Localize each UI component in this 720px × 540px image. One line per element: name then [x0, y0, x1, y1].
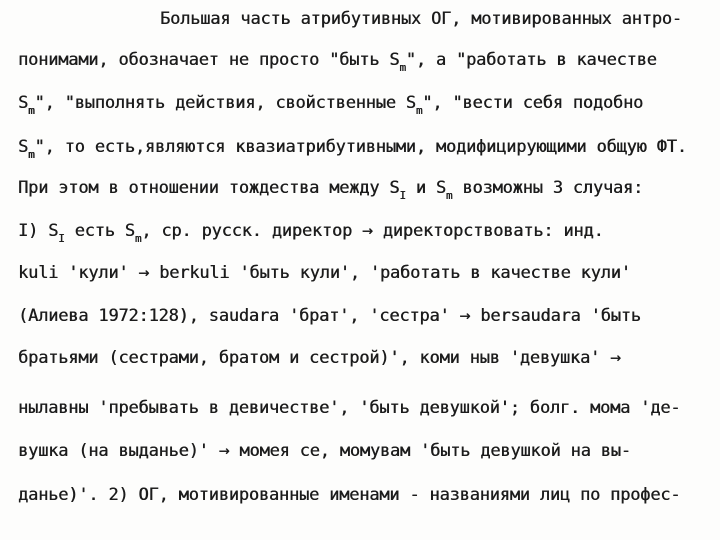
text-line	[18, 347, 621, 369]
subscript: m	[134, 232, 142, 245]
text-segment: возможны 3 случая:	[452, 178, 644, 198]
text-segment: момея се, момувам 'быть девушкой на вы-	[229, 441, 631, 461]
text-line	[18, 136, 687, 160]
text-segment: понимами, обозначает не просто "быть S	[18, 50, 400, 70]
text-line	[18, 262, 631, 284]
text-segment: данье)'. 2) ОГ, мотивированные именами - названиями лиц по профес-	[18, 485, 681, 505]
text-line	[18, 397, 680, 419]
text-line	[18, 177, 643, 201]
text-segment: Большая часть атрибутивных ОГ, мотивированных антро-	[160, 9, 682, 29]
text-line	[18, 305, 641, 327]
arrow-right-icon: →	[218, 440, 230, 461]
arrow-right-icon: →	[459, 305, 471, 326]
text-segment: При этом в отношении тождества между S	[18, 178, 400, 198]
text-segment: ", "выполнять действия, свойственные S	[34, 93, 416, 113]
text-segment: kuli 'кули'	[18, 263, 139, 283]
text-segment: вушка (на выданье)'	[18, 441, 219, 461]
arrow-right-icon: →	[610, 347, 621, 368]
text-line	[18, 220, 604, 244]
text-line	[18, 92, 643, 116]
text-line	[160, 8, 682, 30]
text-segment: S	[18, 93, 29, 113]
text-segment: ", а "работать в качестве	[405, 50, 657, 70]
text-segment: ", "вести себя подобно	[422, 93, 644, 113]
subscript: m	[415, 104, 423, 117]
text-segment: I) S	[18, 221, 59, 241]
text-line	[18, 440, 631, 462]
text-segment: есть S	[64, 221, 135, 241]
arrow-right-icon: →	[138, 262, 150, 283]
text-segment: , ср. русск. директор	[141, 221, 363, 241]
subscript: m	[28, 148, 35, 161]
text-segment: (Алиева 1972:128), saudara 'брат', 'сестра'	[18, 306, 460, 326]
arrow-right-icon: →	[362, 220, 373, 241]
text-line	[18, 484, 680, 506]
text-line	[18, 49, 657, 73]
text-segment: братьями (сестрами, братом и сестрой)', коми ныв 'девушка'	[18, 348, 611, 368]
text-segment: S	[18, 137, 29, 157]
text-segment: и S	[405, 178, 446, 198]
text-segment: нылавны 'пребывать в девичестве', 'быть девушкой'; болг. мома 'де-	[18, 398, 681, 418]
subscript: I	[58, 232, 65, 245]
subscript: m	[399, 61, 406, 74]
subscript: I	[399, 189, 406, 202]
text-segment: директорствовать: инд.	[372, 221, 604, 241]
text-segment: berkuli 'быть кули', 'работать в качестве кули'	[149, 263, 631, 283]
subscript: m	[28, 104, 35, 117]
subscript: m	[445, 189, 453, 202]
text-segment: bersaudara 'быть	[470, 306, 641, 326]
text-segment: ", то есть,являются квазиатрибутивными, модифицирующими общую ФТ.	[34, 137, 687, 157]
